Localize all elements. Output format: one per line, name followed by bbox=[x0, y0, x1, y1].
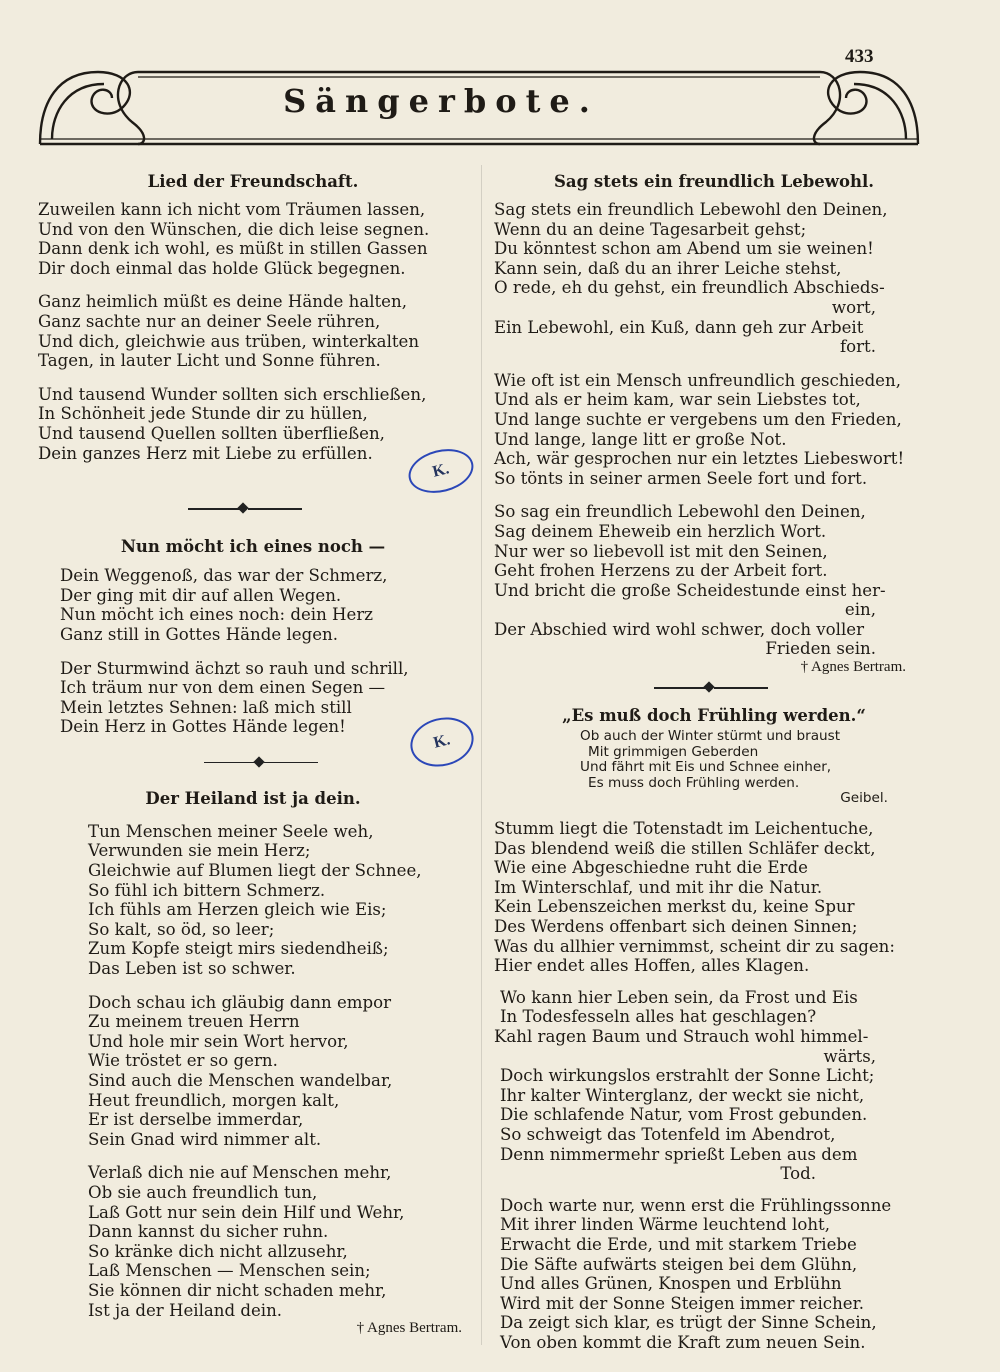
verse-line: Doch warte nur, wenn erst die Frühlingssonne bbox=[500, 1195, 892, 1215]
stanza bbox=[494, 502, 934, 659]
verse-line: Denn nimmermehr sprießt Leben aus dem bbox=[500, 1144, 858, 1164]
verse-line: Und von den Wünschen, die dich leise segnen. bbox=[38, 219, 430, 239]
verse-line: Mit ihrer linden Wärme leuchtend loht, bbox=[500, 1215, 830, 1235]
verse-line: Sind auch die Menschen wandelbar, bbox=[88, 1071, 393, 1090]
stanza bbox=[494, 988, 934, 1184]
verse-line: Und tausend Quellen sollten überfließen, bbox=[38, 423, 385, 443]
verse-line: So sag ein freundlich Lebewohl den Deinen, bbox=[494, 502, 866, 522]
motto-line: Mit grimmigen Geberden bbox=[588, 743, 759, 760]
verse-line: Im Winterschlaf, und mit ihr die Natur. bbox=[494, 877, 823, 897]
verse-line: Du könntest schon am Abend um sie weinen! bbox=[494, 239, 874, 259]
page-number: 433 bbox=[845, 46, 874, 67]
verse-line: Zum Kopfe steigt mirs siedendheiß; bbox=[88, 939, 389, 959]
poem-body bbox=[38, 822, 468, 1320]
motto bbox=[494, 729, 934, 791]
verse-line: Die Säfte aufwärts steigen bei dem Glühn, bbox=[500, 1254, 858, 1274]
verse-line: Verlaß dich nie auf Menschen mehr, bbox=[88, 1163, 392, 1183]
stanza bbox=[38, 200, 468, 278]
verse-line: Tun Menschen meiner Seele weh, bbox=[88, 821, 374, 841]
verse-line: Und als er heim kam, war sein Liebstes tot, bbox=[494, 390, 861, 410]
verse-line: Und hole mir sein Wort hervor, bbox=[88, 1031, 349, 1051]
verse-line: Dann denk ich wohl, es müßt in stillen Gassen bbox=[38, 239, 428, 259]
poem-body bbox=[38, 566, 468, 737]
verse-line: Der Sturmwind ächzt so rauh und schrill, bbox=[60, 658, 409, 678]
stanza bbox=[88, 1163, 468, 1320]
verse-line: Ich fühls am Herzen gleich wie Eis; bbox=[88, 900, 387, 920]
verse-line: Erwacht die Erde, und mit starkem Triebe bbox=[500, 1234, 857, 1254]
verse-line: wort, bbox=[831, 297, 876, 317]
verse-line: Ist ja der Heiland dein. bbox=[88, 1300, 283, 1320]
verse-line: O rede, eh du gehst, ein freundlich Abschieds- bbox=[494, 278, 885, 298]
verse-line: Doch schau ich gläubig dann empor bbox=[88, 992, 392, 1012]
verse-line: Ihr kalter Winterglanz, der weckt sie nicht, bbox=[500, 1085, 865, 1105]
motto-line: Ob auch der Winter stürmt und braust bbox=[580, 728, 841, 745]
verse-line: So fühl ich bittern Schmerz. bbox=[88, 880, 326, 900]
verse-line: Und lange suchte er vergebens um den Frieden, bbox=[494, 409, 902, 429]
verse-line: Kann sein, daß du an ihrer Leiche stehst, bbox=[494, 258, 842, 278]
verse-line: So kränke dich nicht allzusehr, bbox=[88, 1241, 348, 1261]
verse-line: Ganz sachte nur an deiner Seele rühren, bbox=[38, 311, 381, 331]
stanza bbox=[38, 292, 468, 370]
verse-line: Ein Lebewohl, ein Kuß, dann geh zur Arbeit bbox=[494, 317, 864, 337]
verse-line: Der Abschied wird wohl schwer, doch voller bbox=[494, 619, 865, 639]
verse-line: Nun möcht ich eines noch: dein Herz bbox=[60, 605, 374, 625]
verse-line: Von oben kommt die Kraft zum neuen Sein. bbox=[500, 1332, 866, 1352]
verse-line: Tagen, in lauter Licht und Sonne führen. bbox=[38, 351, 381, 371]
verse-line: Und lange, lange litt er große Not. bbox=[494, 429, 787, 449]
verse-line: Kein Lebenszeichen merkst du, keine Spur bbox=[494, 897, 855, 917]
verse-line: Und tausend Wunder sollten sich erschließen, bbox=[38, 384, 427, 404]
signature: † Agnes Bertram. bbox=[800, 659, 906, 676]
column-rule bbox=[481, 165, 482, 1345]
section-divider bbox=[494, 682, 934, 694]
verse-line: Ach, wär gesprochen nur ein letztes Liebeswort! bbox=[494, 449, 905, 469]
verse-line: Tod. bbox=[780, 1164, 816, 1184]
verse-line: In Todesfesseln alles hat geschlagen? bbox=[500, 1007, 817, 1027]
verse-line: Stumm liegt die Totenstadt im Leichentuche, bbox=[494, 819, 874, 839]
verse-line: So schweigt das Totenfeld im Abendrot, bbox=[500, 1124, 836, 1144]
verse-line: Dein Herz in Gottes Hände legen! bbox=[60, 717, 346, 737]
verse-line: Wie eine Abgeschiedne ruht die Erde bbox=[494, 858, 808, 878]
verse-line: Das Leben ist so schwer. bbox=[88, 959, 296, 979]
verse-line: Die schlafende Natur, vom Frost gebunden. bbox=[500, 1105, 868, 1125]
stanza bbox=[494, 1196, 934, 1353]
verse-line: fort. bbox=[839, 337, 876, 357]
verse-line: Das blendend weiß die stillen Schläfer deckt, bbox=[494, 838, 876, 858]
poem-body bbox=[38, 200, 468, 463]
verse-line: Ob sie auch freundlich tun, bbox=[88, 1182, 318, 1202]
motto-line: Und fährt mit Eis und Schnee einher, bbox=[580, 759, 832, 776]
verse-line: Und bricht die große Scheidestunde einst her- bbox=[494, 580, 886, 600]
verse-line: Dein ganzes Herz mit Liebe zu erfüllen. bbox=[38, 443, 373, 463]
verse-line: wärts, bbox=[823, 1046, 876, 1066]
motto-author: Geibel. bbox=[840, 790, 888, 807]
section-divider bbox=[38, 757, 468, 769]
verse-line: Wie tröstet er so gern. bbox=[88, 1051, 278, 1071]
verse-line: Dein Weggenoß, das war der Schmerz, bbox=[60, 566, 388, 586]
verse-line: ein, bbox=[844, 600, 876, 620]
poem-title: Sag stets ein freundlich Lebewohl. bbox=[554, 172, 874, 191]
verse-line: Laß Gott nur sein dein Hilf und Wehr, bbox=[88, 1202, 405, 1222]
verse-line: Verwunden sie mein Herz; bbox=[88, 841, 311, 861]
verse-line: So kalt, so öd, so leer; bbox=[88, 919, 275, 939]
stanza bbox=[38, 385, 468, 463]
poem-title: Der Heiland ist ja dein. bbox=[145, 788, 361, 808]
verse-line: Wo kann hier Leben sein, da Frost und Eis bbox=[500, 987, 858, 1007]
verse-line: Heut freundlich, morgen kalt, bbox=[88, 1090, 340, 1110]
verse-line: Frieden sein. bbox=[765, 639, 876, 659]
verse-line: Gleichwie auf Blumen liegt der Schnee, bbox=[88, 861, 422, 881]
poem-title: Lied der Freundschaft. bbox=[147, 172, 359, 191]
verse-line: Wenn du an deine Tagesarbeit gehst; bbox=[494, 219, 807, 239]
verse-line: Ganz heimlich müßt es deine Hände halten, bbox=[38, 292, 407, 312]
right-column bbox=[494, 172, 934, 1352]
verse-line: Nur wer so liebevoll ist mit den Seinen, bbox=[494, 541, 828, 561]
verse-line: Er ist derselbe immerdar, bbox=[88, 1110, 304, 1130]
verse-line: In Schönheit jede Stunde dir zu hüllen, bbox=[38, 404, 368, 424]
stanza bbox=[494, 371, 934, 489]
poem-title: Nun möcht ich eines noch — bbox=[120, 537, 386, 557]
masthead-title: Sängerbote. bbox=[283, 82, 599, 120]
stanza bbox=[88, 993, 468, 1150]
motto-line: Es muss doch Frühling werden. bbox=[588, 774, 800, 791]
verse-line: Geht frohen Herzens zu der Arbeit fort. bbox=[494, 561, 828, 581]
verse-line: Sag stets ein freundlich Lebewohl den Deinen, bbox=[494, 200, 888, 219]
verse-line: Und alles Grünen, Knospen und Erblühn bbox=[500, 1274, 842, 1294]
left-column bbox=[38, 172, 468, 1337]
stanza bbox=[494, 200, 934, 357]
verse-line: Mein letztes Sehnen: laß mich still bbox=[60, 697, 352, 717]
verse-line: Da zeigt sich klar, es trügt der Sinne Schein, bbox=[500, 1313, 877, 1333]
handwritten-mark: K. bbox=[404, 443, 478, 500]
verse-line: Und dich, gleichwie aus trüben, winterkalten bbox=[38, 331, 420, 351]
verse-line: Sein Gnad wird nimmer alt. bbox=[88, 1129, 322, 1149]
verse-line: Hier endet alles Hoffen, alles Klagen. bbox=[494, 956, 810, 976]
verse-line: Laß Menschen — Menschen sein; bbox=[88, 1261, 371, 1281]
verse-line: Kahl ragen Baum und Strauch wohl himmel- bbox=[494, 1026, 869, 1046]
verse-line: Dir doch einmal das holde Glück begegnen. bbox=[38, 258, 406, 278]
verse-line: Wird mit der Sonne Steigen immer reicher. bbox=[500, 1293, 864, 1313]
verse-line: Sag deinem Eheweib ein herzlich Wort. bbox=[494, 521, 827, 541]
section-divider bbox=[38, 503, 468, 515]
verse-line: Ich träum nur von dem einen Segen — bbox=[60, 678, 386, 698]
stanza bbox=[88, 822, 468, 979]
verse-line: Zu meinem treuen Herrn bbox=[88, 1012, 300, 1032]
verse-line: Dann kannst du sicher ruhn. bbox=[88, 1222, 329, 1242]
poem-body bbox=[494, 819, 934, 1352]
poem-title: „Es muß doch Frühling werden.“ bbox=[562, 706, 866, 726]
signature: † Agnes Bertram. bbox=[356, 1320, 462, 1337]
stanza bbox=[60, 659, 468, 737]
verse-line: Ganz still in Gottes Hände legen. bbox=[60, 624, 338, 644]
stanza bbox=[494, 819, 934, 976]
verse-line: Wie oft ist ein Mensch unfreundlich geschieden, bbox=[494, 370, 901, 390]
verse-line: Doch wirkungslos erstrahlt der Sonne Licht; bbox=[500, 1066, 875, 1086]
verse-line: Zuweilen kann ich nicht vom Träumen lassen, bbox=[38, 200, 426, 219]
verse-line: Sie können dir nicht schaden mehr, bbox=[88, 1280, 387, 1300]
poem-body bbox=[494, 200, 934, 659]
handwritten-mark: K. bbox=[405, 711, 479, 773]
stanza bbox=[60, 566, 468, 644]
verse-line: Was du allhier vernimmst, scheint dir zu sagen: bbox=[494, 936, 895, 956]
verse-line: So tönts in seiner armen Seele fort und fort. bbox=[494, 468, 868, 488]
verse-line: Des Werdens offenbart sich deinen Sinnen; bbox=[494, 917, 858, 936]
verse-line: Der ging mit dir auf allen Wegen. bbox=[60, 585, 342, 605]
